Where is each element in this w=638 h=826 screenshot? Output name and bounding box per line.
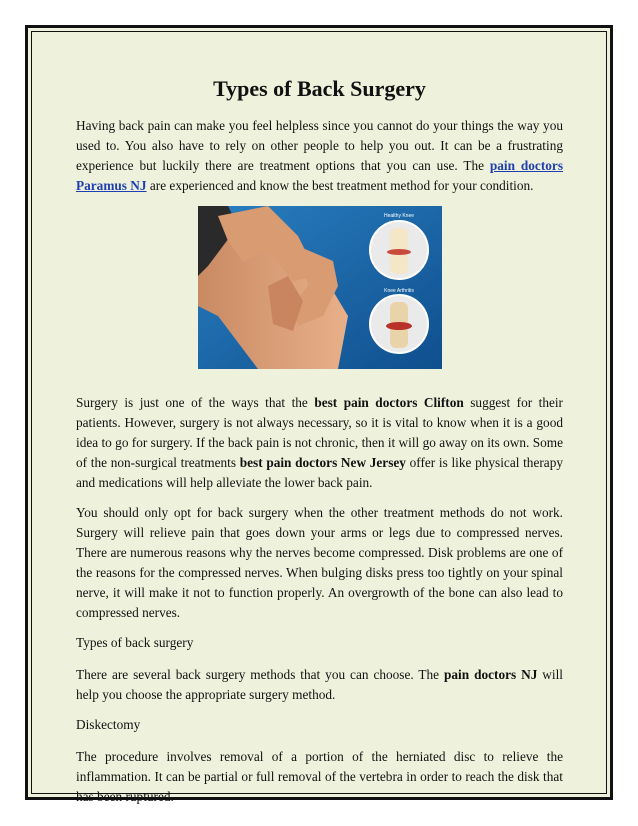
compressed-nerves-paragraph: You should only opt for back surgery when the other treatment methods do not work. Surgery will relieve pain that goes down your arms or legs due to compressed nerves. There are numerous reasons why the nerves become compressed. Disk problems are one of the reasons for the compressed nerves. When bulging disks press too tightly on your spinal nerve, it will make it not to function properly. An overgrowth of the bone can also lead to compressed nerves.	[76, 505, 563, 620]
methods-text-c: will help you choose the appropriate surgery method.	[76, 667, 563, 702]
surgery-paragraph	[76, 393, 563, 493]
intro-paragraph	[76, 116, 563, 196]
intro-text: Having back pain can make you feel helpless since you cannot do your things the way you used to. You also have to rely on other people to help you out. It can be a frustrating experience but luckily there are treatment options that you can use. The	[76, 118, 563, 173]
intro-text-end: are experienced and know the best treatment method for your condition.	[146, 178, 534, 193]
surgery-text-c: suggest for their patients. However, surgery is not always necessary, so it is vital to know when it is a good idea to go for surgery. If the back pain is not chronic, then it will go away on its own. Some of the non-surgical treatments	[76, 395, 563, 470]
knee-arthritis-label: Knee Arthritis	[383, 288, 414, 294]
document-content	[76, 74, 563, 817]
types-heading: Types of back surgery	[76, 635, 194, 650]
pain-doctors-paramus-link[interactable]: pain doctors Paramus NJ	[76, 158, 563, 193]
bold-best-pain-doctors-clifton: best pain doctors Clifton	[314, 395, 464, 410]
bold-pain-doctors-nj: pain doctors NJ	[444, 667, 538, 682]
bold-best-pain-doctors-nj: best pain doctors New Jersey	[239, 455, 406, 470]
document-title: Types of Back Surgery	[213, 76, 426, 101]
knee-image	[198, 206, 442, 369]
healthy-knee-label: Healthy Knee	[383, 213, 414, 219]
surgery-text-a: Surgery is just one of the ways that the	[76, 395, 315, 410]
diskectomy-heading: Diskectomy	[76, 717, 141, 732]
methods-paragraph	[76, 665, 563, 705]
surgery-text-d: offer is like physical therapy and medications will help alleviate the lower back pain.	[76, 455, 563, 490]
methods-text-a: There are several back surgery methods that you can choose. The	[76, 667, 445, 682]
diskectomy-paragraph: The procedure involves removal of a portion of the herniated disc to relieve the inflammation. It can be partial or full removal of the vertebra in order to reach the disk that has been ruptured.	[76, 749, 563, 804]
